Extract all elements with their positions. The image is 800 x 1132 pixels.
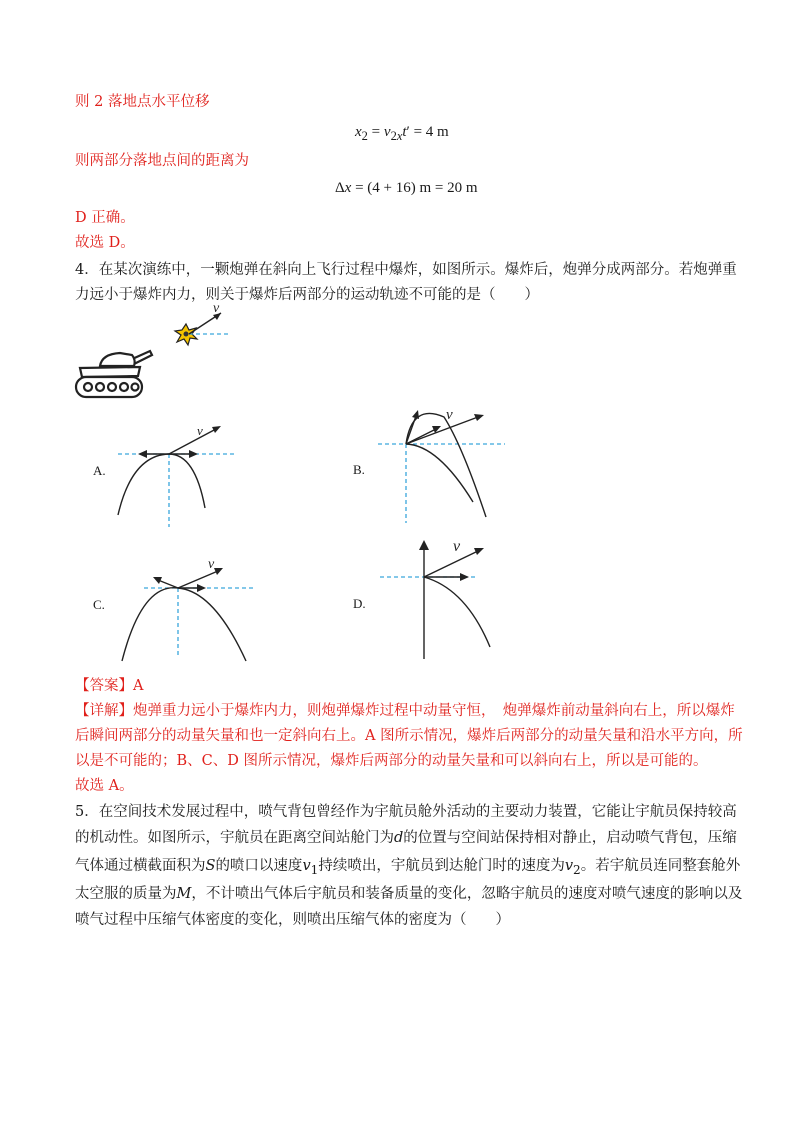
explosion-icon [175, 324, 197, 345]
choice-line: 故选 A。 [75, 778, 134, 794]
question-5-line-3: 气体通过横截面积为S的喷口以速度$v_1$持续喷出，宇航员到达舱门时的速度为$v_2$。若宇航员连同整套舱外 [75, 858, 741, 877]
svg-text:v: v [208, 557, 215, 572]
option-a-label: A. [93, 463, 106, 478]
equation-delta-x: Δx = (4 + 16) m = 20 m [335, 180, 478, 196]
option-c-figure [110, 555, 260, 665]
answer-line: 【答案】A [75, 678, 144, 694]
explanation-line-1: 【详解】炮弹重力远小于爆炸内力，则炮弹爆炸过程中动量守恒， 炮弹爆炸前动量斜向右上，所以爆炸 [75, 703, 735, 719]
option-a-figure [110, 425, 240, 530]
option-b-label: B. [353, 462, 365, 477]
question-4-line-1: 4．在某次演练中，一颗炮弹在斜向上飞行过程中爆炸，如图所示。爆炸后，炮弹分成两部分。若炮弹重 [75, 262, 737, 278]
velocity-label: v [213, 301, 220, 316]
question-5-line-5: 喷气过程中压缩气体密度的变化，则喷出压缩气体的密度为（ ） [75, 912, 510, 928]
question-4-line-2: 力远小于爆炸内力，则关于爆炸后两部分的运动轨迹不可能的是（ ） [75, 287, 539, 303]
explanation-line-3: 以是不可能的；B、C、D 图所示情况，爆炸后两部分的动量矢量和可以斜向右上，所以是可能的。 [75, 753, 708, 769]
explanation-line-2: 后瞬间两部分的动量矢量和也一定斜向右上。A 图所示情况，爆炸后两部分的动量矢量和沿水平方向，所 [75, 728, 743, 744]
solution-line-2: 则两部分落地点间的距离为 [75, 153, 249, 169]
solution-line-4: 故选 D。 [75, 235, 135, 251]
svg-text:v: v [446, 407, 453, 423]
svg-text:v: v [453, 538, 461, 555]
equation-x2: $x_2 = v_{2x}t' = 4$ m [355, 124, 449, 143]
tank-figure [72, 301, 242, 405]
solution-line-1: 则 2 落地点水平位移 [75, 94, 210, 110]
svg-text:v: v [197, 423, 203, 438]
option-b-figure [370, 405, 510, 525]
option-c-label: C. [93, 597, 105, 612]
question-5-line-4: 太空服的质量为M，不计喷出气体后宇航员和装备质量的变化，忽略宇航员的速度对喷气速度的影响以及 [75, 886, 743, 902]
solution-line-3: D 正确。 [75, 210, 135, 226]
question-5-line-1: 5．在空间技术发展过程中，喷气背包曾经作为宇航员舱外活动的主要动力装置，它能让宇航员保持较高 [75, 804, 737, 820]
option-d-figure [370, 537, 500, 662]
question-5-line-2: 的机动性。如图所示，宇航员在距离空间站舱门为d的位置与空间站保持相对静止，启动喷气背包，压缩 [75, 830, 737, 846]
option-d-label: D. [353, 596, 366, 611]
